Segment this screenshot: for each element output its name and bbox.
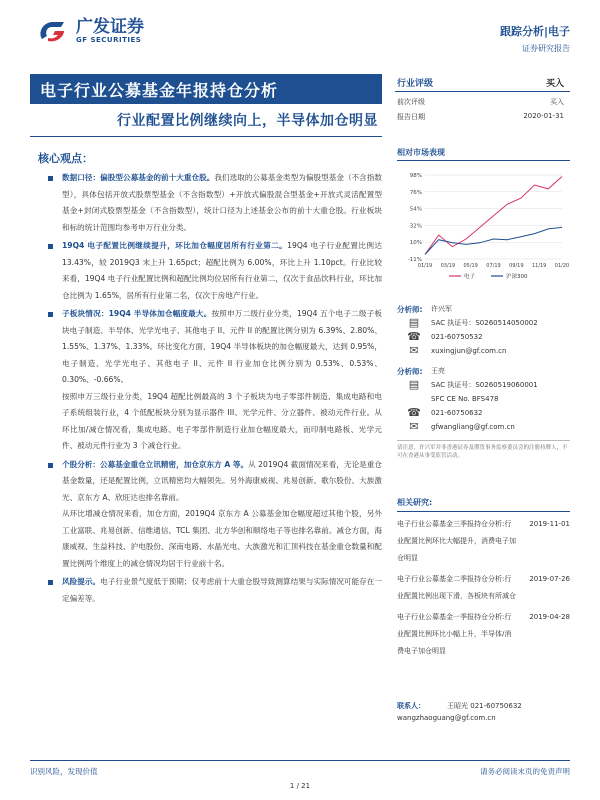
related-item-date: 2019-04-28 [529, 613, 570, 621]
report-date-label: 报告日期 [397, 113, 425, 121]
y-tick-label: 76% [409, 189, 422, 196]
related-item-title[interactable]: 电子行业公募基金二季报持仓分析:行业配置比例出现下滑，各板块有所减仓 [397, 575, 516, 600]
phone-icon: ☎ [407, 406, 421, 419]
report-type: 证券研究报告 [522, 44, 570, 53]
series-line [425, 227, 562, 254]
x-tick-label: 11/19 [531, 263, 547, 269]
related-item-date: 2019-07-26 [529, 575, 570, 583]
paragraph-lead: 数据口径：偏股型公募基金的前十大重仓股。 [62, 173, 215, 182]
brand-name-cn: 广发证券 [76, 17, 144, 37]
analyst-name: 许兴军 [431, 305, 452, 313]
contact-panel [397, 700, 570, 724]
analyst-phone: 021-60750532 [431, 333, 483, 341]
series-line [425, 177, 562, 255]
x-tick-label: 01/20 [554, 263, 570, 269]
analyst-sac: SAC 执证号：S0260519060001 [431, 381, 538, 389]
paragraph-text: 电子行业景气度低于预期；仅考虑前十大重仓股导致测算结果与实际情况可能存在一定偏差等。 [62, 577, 383, 603]
phone-icon: ☎ [407, 330, 421, 343]
analyst-sfc: SFC CE No. BFS478 [431, 395, 499, 403]
y-tick-label: 10% [409, 240, 422, 247]
paragraph-text: 19Q4 电子行业配置比例达 13.43%，较 2019Q3 末上升 1.65pct；超配比例为 6.00%，环比上升 1.10pct。行业比较来看，19Q4 电子行业配置比例和超配比例均位居所有行业第二，仅次于食品饮料行业，环比加仓比例为 1.65%，居所有行业第二名，仅次于房地产行业。 [62, 241, 382, 300]
related-item[interactable] [397, 571, 570, 605]
brand-name-en: GF SECURITIES [76, 36, 142, 44]
related-item-date: 2019-11-01 [529, 520, 570, 528]
rating-box [395, 74, 570, 122]
y-tick-label: 98% [409, 173, 422, 179]
x-tick-label: 03/19 [440, 263, 456, 269]
gf-logo-icon [36, 19, 70, 45]
body-paragraph [40, 170, 382, 236]
rating-value: 买入 [545, 79, 564, 89]
related-item-title[interactable]: 电子行业公募基金三季报持仓分析:行业配置比例环比大幅提升，消费电子加仓明显 [397, 520, 516, 562]
certificate-icon: ▤ [408, 316, 420, 329]
rating-label: 行业评级 [397, 79, 434, 89]
analyst-panel [397, 302, 570, 460]
report-category: 跟踪分析|电子 [499, 25, 570, 38]
paragraph-text: 我们选取的公募基金类型为偏股型基金（不含指数型），具体包括开放式股票型基金（不含指数型）+开放式偏股混合型基金+开放式灵活配置型基金+封闭式股票型基金（不含指数型），统计口径为上述基金公布的前十大重仓股。行业板块和标的统计范围均参考申万行业分类。 [62, 173, 383, 232]
main-body [40, 170, 382, 607]
related-research [397, 497, 570, 664]
title-band [30, 74, 382, 104]
legend-label: 沪深300 [506, 274, 528, 280]
report-title: 电子行业公募基金年报持仓分析 [40, 81, 279, 100]
core-views-heading: 核心观点： [38, 152, 93, 165]
email-icon: ✉ [409, 420, 419, 433]
analyst-block [397, 302, 570, 358]
body-paragraph [40, 389, 382, 455]
contact-label: 联系人： [397, 702, 425, 710]
paragraph-text: 从环比增减仓情况来看，加仓方面，2019Q4 京东方 A 公募基金加仓幅度超过其他个股，另外工业富联、兆易创新、信维通信、TCL 集团、北方华创和顺络电子等也排名靠前。减仓方面，海康威视、生益科技、沪电股份、深南电路、水晶光电、大族激光和汇顶科技在基金重仓数量和配置比例两个维度上的减仓情况均居于行业前十名。 [62, 509, 382, 568]
footer-disclaimer[interactable]: 请务必阅读末页的免责声明 [480, 767, 570, 776]
report-subtitle: 行业配置比例继续向上，半导体加仓明显 [117, 113, 378, 129]
analyst-label: 分析师: [397, 366, 423, 376]
body-paragraph [40, 457, 382, 507]
bullet-icon [48, 312, 53, 317]
brand-logo [36, 18, 144, 45]
footer-divider [30, 760, 570, 761]
market-performance-title: 相对市场表现 [397, 148, 445, 157]
page-header [0, 0, 600, 58]
paragraph-text: 按照申万二级行业分类，19Q4 五个电子二级子板块电子制造、半导体、光学光电子、其他电子 II、元件 II 的配置比例分别为 6.39%、2.80%、1.55%、1.37%、1.33%。环比变化方面，19Q4 半导体板块的加仓幅度最大，达到 0.95%，电子制造、光学光电子、其他电子 II、元件 II 行业加仓比例分别为 0.53%、0.53%、0.30%、-0.66%。 [62, 309, 382, 384]
contact-name: 王昭光 [447, 702, 468, 710]
paragraph-lead: 个股分析：公募基金重仓立讯精密，加仓京东方 A 等。 [62, 459, 249, 469]
analyst-name: 王亮 [431, 367, 445, 375]
related-item[interactable] [397, 516, 570, 567]
analyst-email[interactable]: xuxingjun@gf.com.cn [431, 347, 507, 355]
analyst-email[interactable]: gfwangliang@gf.com.cn [431, 423, 515, 431]
paragraph-lead: 子板块情况：19Q4 半导体加仓幅度最大。 [62, 309, 212, 318]
x-tick-label: 09/19 [509, 263, 524, 269]
body-paragraph [40, 238, 382, 304]
report-date-value: 2020-01-31 [523, 112, 564, 120]
paragraph-lead: 19Q4 电子配置比例继续提升，环比加仓幅度居所有行业第二。 [62, 241, 288, 250]
y-tick-label: -11% [407, 257, 422, 263]
title-divider [30, 136, 382, 137]
y-tick-label: 54% [409, 206, 422, 213]
related-item-title[interactable]: 电子行业公募基金一季报持仓分析:行业配置比例环比小幅上升，半导体/消费电子加仓明显 [397, 613, 512, 655]
chart-svg [397, 161, 570, 289]
x-tick-label: 07/19 [486, 263, 501, 269]
paragraph-text: 从 2019Q4 截面情况来看，无论是重仓基金数量，还是配置比例，立讯精密均大幅领先。另外海康威视、兆易创新、歌尔股份、大族激光、京东方 A、欣旺达也排名靠前。 [62, 459, 382, 502]
bullet-icon [48, 176, 53, 181]
body-paragraph [40, 506, 382, 572]
x-tick-label: 01/19 [417, 263, 433, 269]
body-paragraph [40, 306, 382, 389]
paragraph-text: 按照申万三级行业分类，19Q4 超配比例最高的 3 个子板块为电子零部件制造、集成电路和电子系统组装行业，4 个低配板块分别为显示器件 III、光学元件、分立器件、被动元件行业。从环比加/减仓情况看，集成电路、电子零部件制造行业加仓幅度最大，而印制电路板、光学元件、被动元件行业为 3 个减仓行业。 [62, 391, 382, 450]
analyst-phone: 021-60750632 [431, 409, 483, 417]
email-icon: ✉ [409, 344, 419, 357]
footer-slogan: 识别风险，发现价值 [30, 767, 98, 776]
body-paragraph [40, 574, 382, 607]
y-tick-label: 32% [409, 223, 422, 230]
related-title: 相关研究: [397, 497, 570, 512]
prev-rating-value: 买入 [550, 98, 564, 106]
x-tick-label: 05/19 [463, 263, 478, 269]
analyst-sac: SAC 执证号：S0260514050002 [431, 319, 538, 327]
contact-email[interactable]: wangzhaoguang@gf.com.cn [397, 714, 496, 722]
certificate-icon: ▤ [408, 378, 420, 391]
prev-rating-label: 前次评级 [397, 98, 425, 106]
contact-phone: 021-60750632 [470, 702, 522, 710]
licensing-note: 请注意，许兴军并非香港证券及期货事务监察委员会的注册持牌人，不可在香港从事受监管活动。 [397, 440, 570, 460]
analyst-block [397, 364, 570, 434]
related-item[interactable] [397, 609, 570, 660]
market-performance-chart [397, 160, 570, 288]
bullet-icon [48, 580, 53, 585]
analyst-label: 分析师: [397, 304, 423, 314]
bullet-icon [48, 244, 53, 249]
bullet-icon [48, 463, 53, 468]
paragraph-lead: 风险提示。 [62, 577, 101, 586]
page-number: 1 / 21 [289, 782, 311, 790]
legend-label: 电子 [464, 274, 476, 280]
